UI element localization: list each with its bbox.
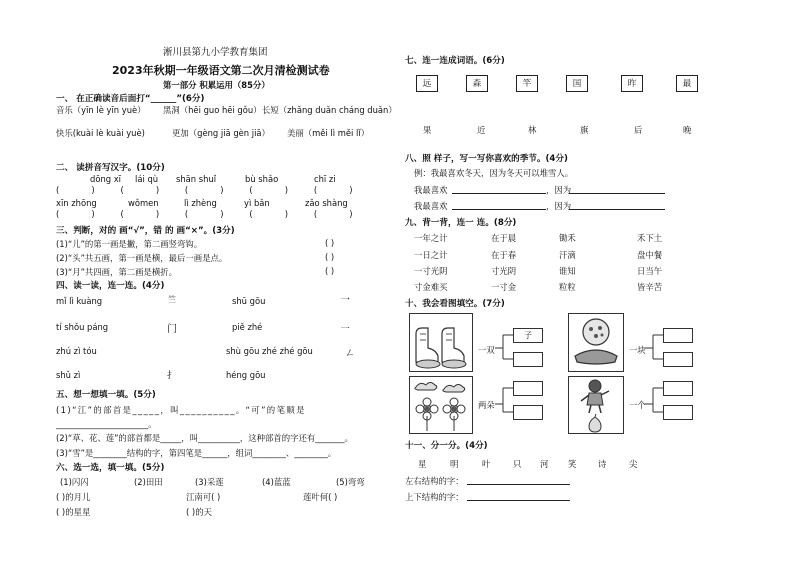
q6-option: (4)蓝蓝 — [262, 477, 291, 487]
q7-box: 国 — [566, 75, 588, 92]
q4-stroke: 乛 — [340, 298, 350, 309]
q2-pinyin: dōng xī — [90, 174, 122, 184]
q1-item: 黑洞（hēi guo hēi gǒu） — [163, 105, 262, 115]
q4-left: shǔ zì — [56, 370, 81, 380]
q4-middle: 竺 — [168, 295, 176, 304]
q1-item: 音乐（yīn lè yīn yuè） — [56, 105, 146, 115]
q3-answer: ( ) — [325, 266, 335, 276]
q8-line-mid: ，因为 — [546, 185, 572, 195]
q2-pinyin: shān shuǐ — [176, 174, 217, 184]
q10-answer-box[interactable] — [663, 352, 693, 367]
q4-left: zhú zì tóu — [56, 346, 97, 356]
q7-heading: 七、连一连成词语。(6分) — [405, 56, 505, 66]
q11-row-label: 上下结构的字： — [405, 492, 464, 502]
q4-stroke: ㇐ — [340, 324, 350, 335]
q11-char: 河 — [540, 459, 549, 469]
q8-heading: 八、照 样子，写一写你喜欢的季节。(4分) — [405, 154, 568, 164]
q2-answer-boxes: ( ) ( ) ( ) ( ) ( ) — [56, 209, 353, 219]
q4-stroke: ㄥ — [345, 348, 355, 359]
q7-word: 果 — [423, 125, 432, 135]
bracket-connector — [495, 384, 513, 416]
q7-box: 昨 — [621, 75, 643, 92]
q6-option: (1)闪闪 — [60, 477, 89, 487]
q6-blank: ( )的天 — [186, 507, 212, 517]
q8-line-start: 我最喜欢 — [414, 185, 448, 195]
q7-word: 后 — [634, 125, 643, 135]
q9-col4: 日当午 — [637, 266, 663, 276]
q4-middle: 扌 — [167, 371, 177, 381]
q8-example: 例：我最喜欢冬天，因为冬天可以堆雪人。 — [414, 168, 574, 178]
bracket-connector — [645, 384, 663, 416]
q11-char: 只 — [513, 459, 522, 469]
q10-answer-box[interactable] — [663, 328, 693, 343]
q6-blank: 莲叶何( ) — [303, 492, 338, 502]
q10-label: 两朵 — [478, 400, 495, 410]
q2-heading: 二、 读拼音写汉字。(10分) — [56, 163, 165, 173]
q5-line: (1)“江”的部首是_____，叫__________。“可”的笔顺是 — [56, 405, 306, 415]
q10-answer-box[interactable]: 子 — [513, 328, 543, 343]
exam-title: 2023年秋期一年级语文第二次月清检测试卷 — [112, 64, 330, 77]
q4-right: héng gōu — [226, 370, 266, 380]
q3-answer: ( ) — [325, 252, 335, 262]
q7-word: 晚 — [683, 125, 692, 135]
q6-blank: ( )的月儿 — [56, 492, 91, 502]
q2-pinyin: lì zhèng — [184, 198, 217, 208]
q8-line-mid: ，因为 — [546, 201, 572, 211]
q8-line-start: 我最喜欢 — [414, 201, 448, 211]
q10-answer-box[interactable] — [663, 381, 693, 396]
q10-label: 一块 — [629, 345, 646, 355]
q9-col1: 一日之计 — [414, 250, 448, 260]
q1-item: 更加（gèng jiā gèn jiā） — [172, 128, 270, 138]
q2-pinyin: lái qù — [135, 174, 159, 184]
q3-item: (1)“儿”的第一画是撇，第二画竖弯钩。 — [56, 239, 203, 249]
q11-row-label: 左右结构的字： — [405, 476, 464, 486]
school-name: 淅川县第九小学教育集团 — [163, 47, 268, 58]
q6-option: (3)采莲 — [195, 477, 224, 487]
q11-char: 明 — [450, 459, 459, 469]
q11-char: 笑 — [568, 459, 577, 469]
q9-col3: 汗滴 — [559, 250, 576, 260]
q9-col2: 一寸金 — [491, 282, 517, 292]
q2-pinyin: bù shǎo — [245, 174, 279, 184]
q9-col4: 皆辛苦 — [637, 282, 663, 292]
q9-col1: 寸金难买 — [414, 282, 448, 292]
q9-col2: 寸光阴 — [491, 266, 517, 276]
q3-item: (3)“月”共四画，第二画是横折。 — [56, 267, 178, 277]
q6-heading: 六、选一选，填一填。(5分) — [56, 463, 165, 473]
q9-col3: 粒粒 — [559, 282, 576, 292]
q9-col2: 在于春 — [491, 250, 517, 260]
q6-blank: 江南可( ) — [186, 492, 221, 502]
q2-pinyin: wǒmen — [128, 198, 159, 208]
q6-option: (2)田田 — [134, 477, 163, 487]
bracket-connector — [495, 331, 513, 361]
q7-word: 林 — [528, 125, 537, 135]
q11-answer-line[interactable] — [467, 484, 570, 485]
q10-answer-box[interactable] — [513, 352, 543, 367]
q10-heading: 十、我会看图填空。(7分) — [405, 299, 505, 309]
q10-label: 一双 — [478, 345, 495, 355]
shoes-picture — [409, 313, 473, 372]
q8-blank-line[interactable] — [452, 193, 546, 194]
q2-pinyin: yì bǎn — [244, 198, 270, 208]
q3-answer: ( ) — [325, 238, 335, 248]
q4-right: piě zhé — [232, 322, 263, 332]
q4-right: shù gōu zhé zhé gōu — [226, 346, 313, 356]
q5-line: (2)“草、花、莲”的部首都是_____，叫__________，这种部首的字还有_______。 — [56, 433, 353, 443]
q4-left: mǐ lì kuàng — [56, 296, 103, 306]
q1-item: 长短（zhǎng duǎn cháng duǎn） — [262, 105, 397, 115]
q7-box: 最 — [676, 75, 698, 92]
q10-answer-box[interactable] — [513, 381, 543, 396]
q5-heading: 五、想一想填一填。(5分) — [56, 390, 156, 400]
q7-word: 旗 — [580, 125, 589, 135]
q11-heading: 十一、分一分。(4分) — [405, 441, 488, 451]
q2-pinyin: chī zi — [314, 174, 336, 184]
part-title: 第一部分 积累运用（85分） — [163, 80, 270, 90]
q11-answer-line[interactable] — [467, 500, 570, 501]
q9-col2: 在于晨 — [491, 233, 517, 243]
cake-picture — [568, 313, 624, 372]
q11-char: 尖 — [629, 459, 638, 469]
flowers-picture — [409, 376, 473, 434]
q11-char: 星 — [418, 459, 427, 469]
q4-left: tí shǒu páng — [56, 322, 109, 332]
q2-answer-boxes: ( ) ( ) ( ) ( ) ( ) — [56, 185, 353, 195]
q10-answer-box[interactable] — [663, 405, 693, 420]
shoes-icon — [410, 314, 472, 371]
q2-pinyin: zǎo shàng — [305, 198, 348, 208]
q5-line: (3)“雪”是________结构的字，第四笔是______，组词________、________。 — [56, 448, 337, 458]
q4-right: shū gōu — [232, 296, 266, 306]
q4-heading: 四、读一读，连一连。(4分) — [56, 281, 165, 291]
child-icon — [569, 377, 623, 433]
q3-heading: 三、判断，对的 画“√”，错 的 画“×”。(3分) — [56, 226, 235, 236]
q10-label: 一个 — [629, 400, 646, 410]
bracket-connector — [645, 331, 663, 361]
q1-item: 美丽（měi lì měi lǐ） — [287, 128, 370, 138]
q7-box: 竿 — [516, 75, 538, 92]
cake-icon — [569, 314, 623, 371]
q4-middle: 门 — [167, 324, 177, 335]
flower-icon — [410, 377, 472, 433]
child-picture — [568, 376, 624, 434]
q10-answer-box[interactable] — [513, 405, 543, 420]
q1-item: 快乐(kuài lè kuài yuè) — [56, 128, 145, 138]
q7-box: 森 — [466, 75, 488, 92]
q9-heading: 九、背一背，连一 连。(8分) — [405, 218, 517, 228]
q6-option: (5)弯弯 — [336, 477, 365, 487]
q8-blank-line[interactable] — [569, 193, 665, 194]
q11-char: 叶 — [482, 459, 491, 469]
q9-col1: 一年之计 — [414, 233, 448, 243]
q5-line: ______________________。 — [56, 419, 157, 429]
q3-item: (2)“头”共五画，第一画是横，最后一画是点。 — [56, 253, 228, 263]
q7-word: 近 — [477, 125, 486, 135]
q6-blank: ( )的星星 — [56, 507, 91, 517]
q11-char: 诗 — [598, 459, 607, 469]
q2-pinyin: xīn zhōng — [56, 198, 97, 208]
q9-col4: 盘中餐 — [637, 250, 663, 260]
q9-col3: 锄禾 — [559, 233, 576, 243]
q1-heading: 一、 在正确读音后面打“______”(6分) — [56, 94, 205, 104]
q9-col1: 一寸光阴 — [414, 266, 448, 276]
q9-col3: 谁知 — [559, 266, 576, 276]
q9-col4: 禾下土 — [637, 233, 663, 243]
q8-blank-line[interactable] — [569, 209, 665, 210]
q7-box: 远 — [416, 75, 438, 92]
q8-blank-line[interactable] — [452, 209, 546, 210]
